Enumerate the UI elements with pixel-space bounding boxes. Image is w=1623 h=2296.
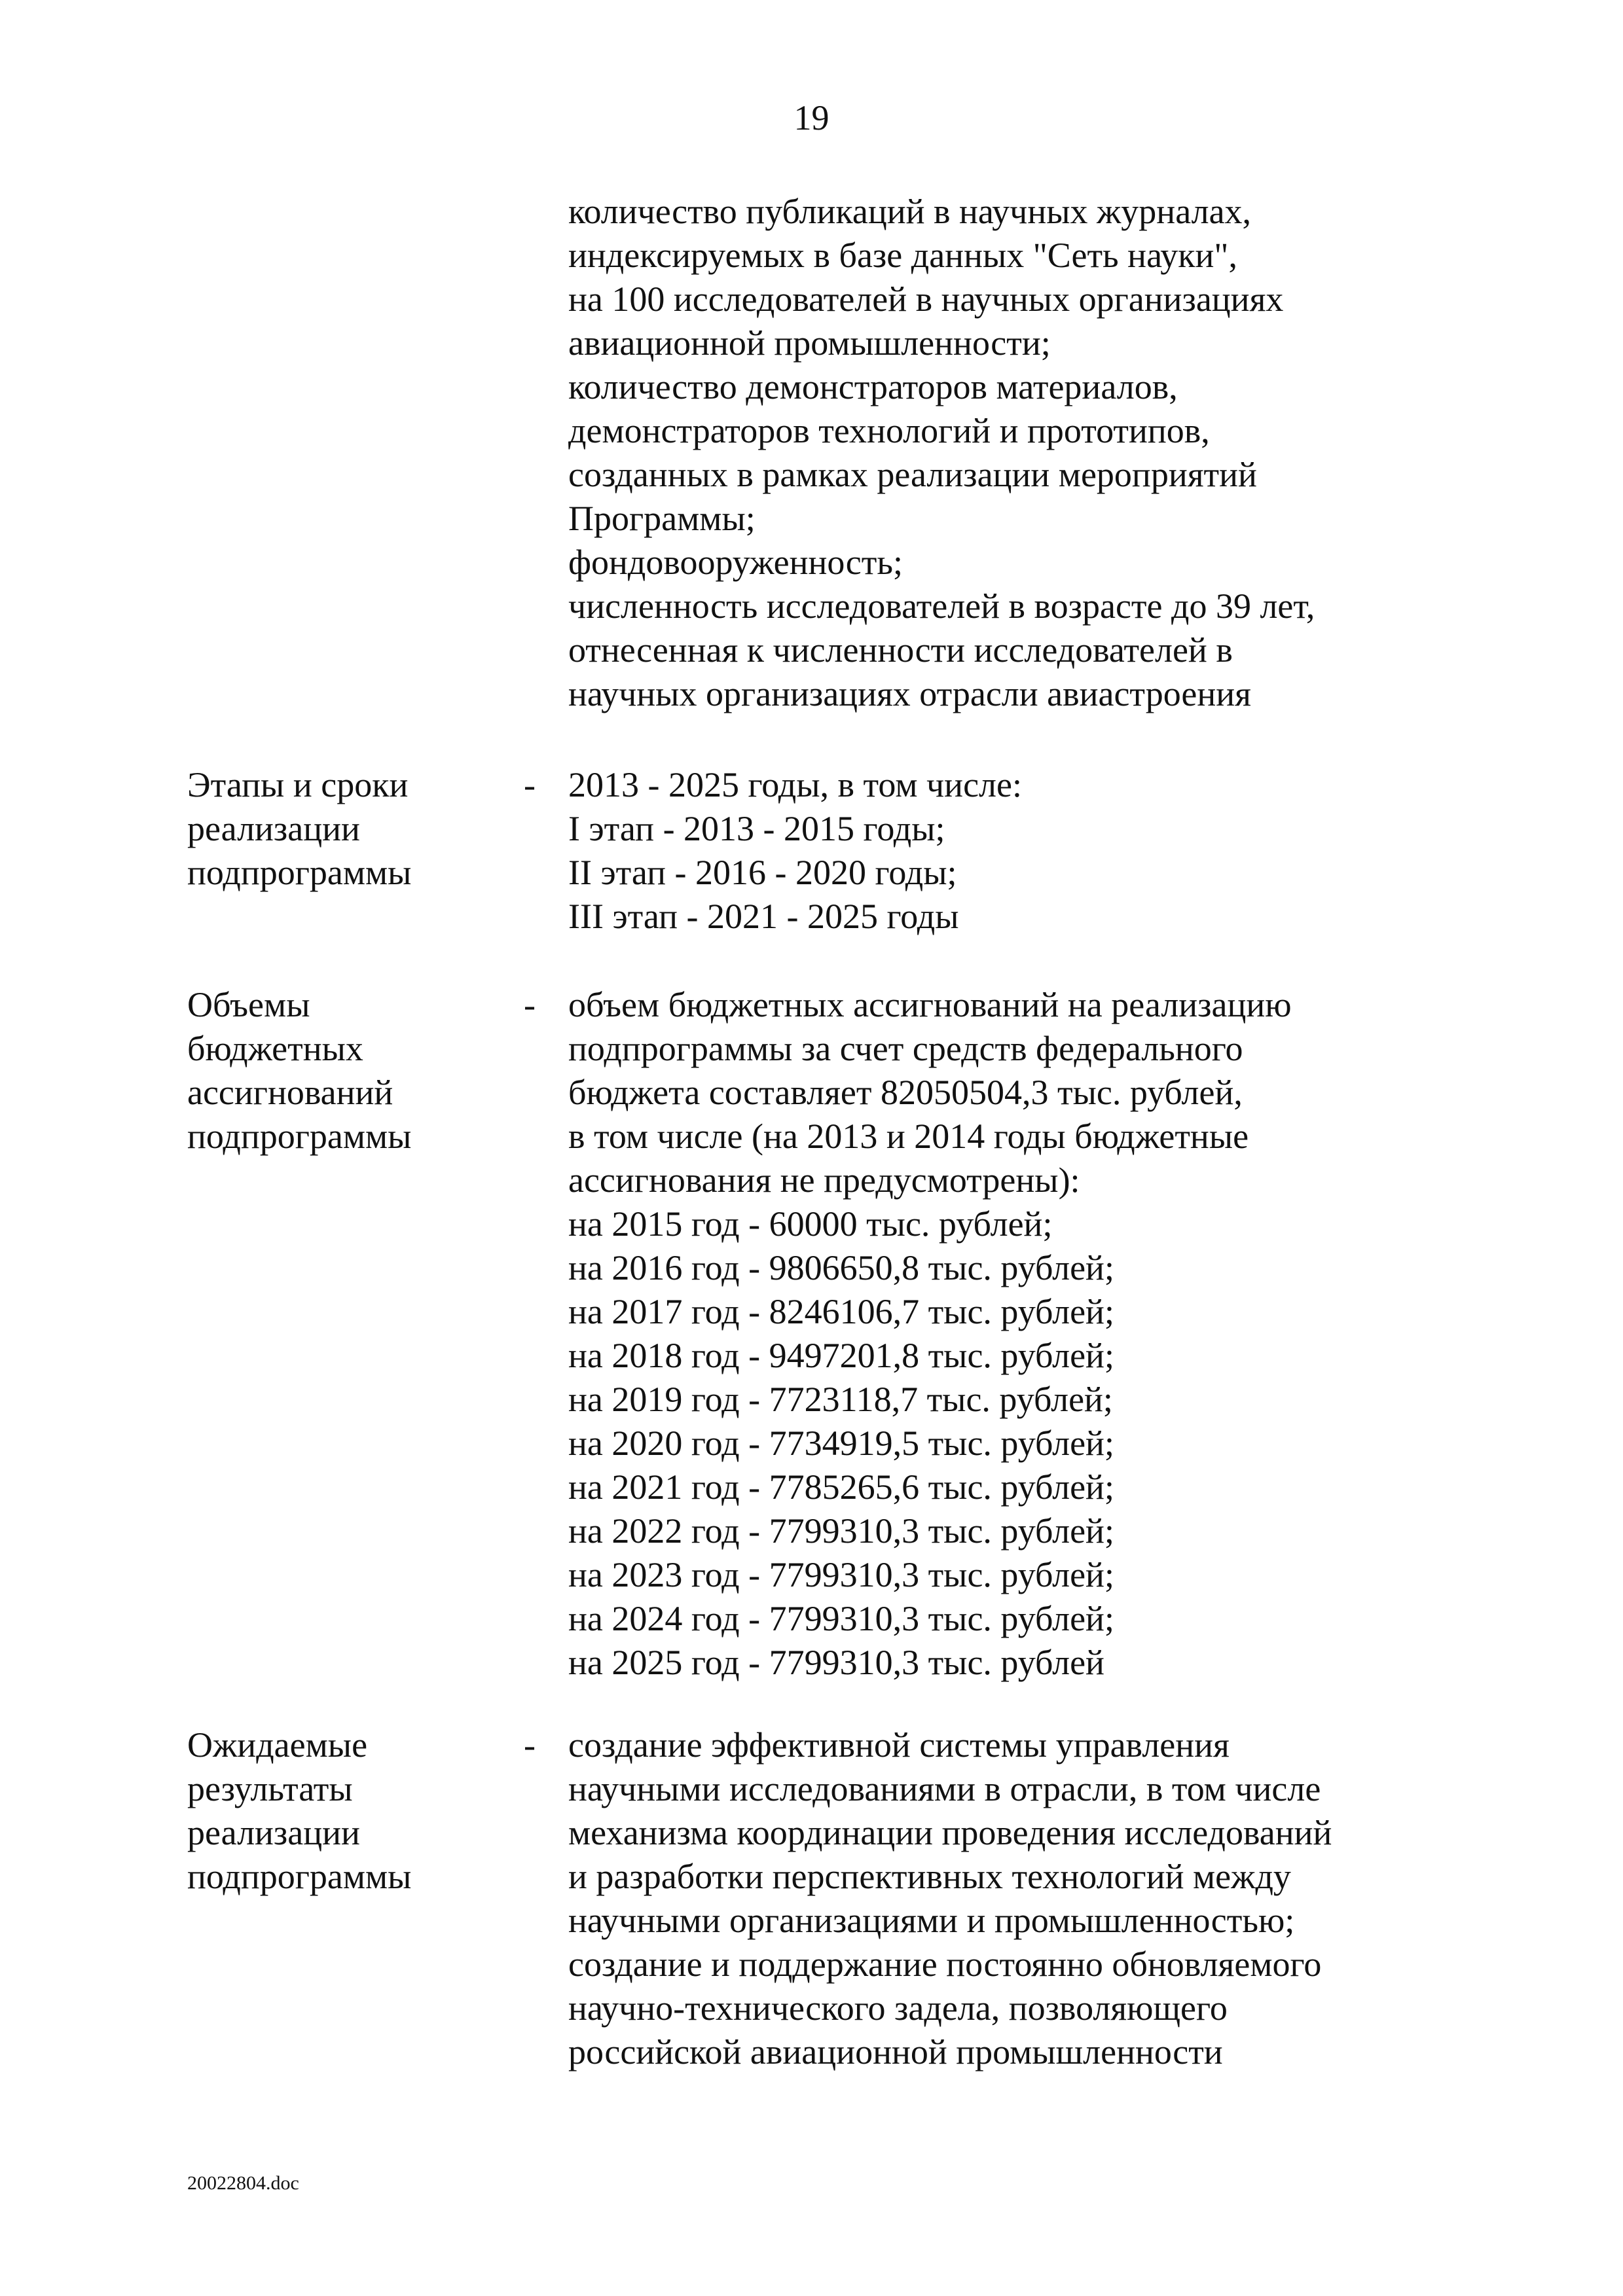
section-label-stages xyxy=(187,763,488,895)
text-line: научными организациями и промышленностью; xyxy=(568,1901,1295,1940)
text-line: бюджета составляет 82050504,3 тыс. рублей, xyxy=(568,1073,1243,1112)
text-line: на 2023 год - 7799310,3 тыс. рублей; xyxy=(568,1555,1114,1594)
text-line: в том числе (на 2013 и 2014 годы бюджетные xyxy=(568,1117,1249,1156)
footer-filename: 20022804.doc xyxy=(187,2172,299,2194)
text-line: подпрограммы за счет средств федерального xyxy=(568,1029,1243,1068)
text-line: на 100 исследователей в научных организациях xyxy=(568,279,1284,319)
text-line: ассигнования не предусмотрены): xyxy=(568,1160,1080,1200)
label-line: Ожидаемые xyxy=(187,1725,368,1765)
text-line: научно-технического задела, позволяющего xyxy=(568,1988,1228,2028)
label-line: бюджетных xyxy=(187,1029,363,1068)
text-line: объем бюджетных ассигнований на реализацию xyxy=(568,985,1292,1024)
text-line: индексируемых в базе данных "Сеть науки", xyxy=(568,236,1237,275)
text-line: на 2025 год - 7799310,3 тыс. рублей xyxy=(568,1643,1104,1682)
text-line: 2013 - 2025 годы, в том числе: xyxy=(568,765,1022,804)
section-dash: - xyxy=(524,1725,536,1765)
section-label-results xyxy=(187,1723,488,1899)
text-line: механизма координации проведения исследований xyxy=(568,1813,1332,1852)
text-line: отнесенная к численности исследователей в xyxy=(568,630,1233,670)
text-line: научных организациях отрасли авиастроения xyxy=(568,674,1251,713)
section-text-results xyxy=(568,1723,1498,2074)
text-line: на 2019 год - 7723118,7 тыс. рублей; xyxy=(568,1380,1113,1419)
label-line: реализации xyxy=(187,809,360,848)
section-text-stages xyxy=(568,763,1498,939)
text-line: создание эффективной системы управления xyxy=(568,1725,1230,1765)
text-line: III этап - 2021 - 2025 годы xyxy=(568,897,959,936)
text-line: I этап - 2013 - 2015 годы; xyxy=(568,809,945,848)
text-line: Программы; xyxy=(568,499,756,538)
text-line: создание и поддержание постоянно обновляемого xyxy=(568,1945,1322,1984)
text-line: российской авиационной промышленности xyxy=(568,2032,1223,2072)
section-dash: - xyxy=(524,765,536,804)
label-line: подпрограммы xyxy=(187,853,412,892)
intro-text xyxy=(568,190,1498,716)
text-line: созданных в рамках реализации мероприятий xyxy=(568,455,1257,494)
text-line: количество демонстраторов материалов, xyxy=(568,367,1178,406)
text-line: численность исследователей в возрасте до 39 лет, xyxy=(568,586,1315,626)
text-line: на 2018 год - 9497201,8 тыс. рублей; xyxy=(568,1336,1114,1375)
label-line: подпрограммы xyxy=(187,1857,412,1896)
label-line: Объемы xyxy=(187,985,310,1024)
text-line: на 2020 год - 7734919,5 тыс. рублей; xyxy=(568,1424,1114,1463)
text-line: II этап - 2016 - 2020 годы; xyxy=(568,853,957,892)
section-label-budget xyxy=(187,983,488,1158)
page-number: 19 xyxy=(793,98,830,137)
label-line: результаты xyxy=(187,1769,353,1808)
section-dash: - xyxy=(524,985,536,1024)
text-line: на 2021 год - 7785265,6 тыс. рублей; xyxy=(568,1467,1114,1507)
text-line: на 2017 год - 8246106,7 тыс. рублей; xyxy=(568,1292,1114,1331)
section-text-budget xyxy=(568,983,1498,1685)
text-line: на 2016 год - 9806650,8 тыс. рублей; xyxy=(568,1248,1114,1287)
text-line: на 2015 год - 60000 тыс. рублей; xyxy=(568,1204,1053,1244)
text-line: количество публикаций в научных журналах, xyxy=(568,192,1252,231)
text-line: на 2022 год - 7799310,3 тыс. рублей; xyxy=(568,1511,1114,1551)
text-line: авиационной промышленности; xyxy=(568,323,1051,363)
label-line: ассигнований xyxy=(187,1073,393,1112)
label-line: подпрограммы xyxy=(187,1117,412,1156)
label-line: реализации xyxy=(187,1813,360,1852)
text-line: на 2024 год - 7799310,3 тыс. рублей; xyxy=(568,1599,1114,1638)
label-line: Этапы и сроки xyxy=(187,765,409,804)
text-line: фондовооруженность; xyxy=(568,543,903,582)
text-line: демонстраторов технологий и прототипов, xyxy=(568,411,1210,450)
text-line: и разработки перспективных технологий между xyxy=(568,1857,1291,1896)
text-line: научными исследованиями в отрасли, в том числе xyxy=(568,1769,1321,1808)
